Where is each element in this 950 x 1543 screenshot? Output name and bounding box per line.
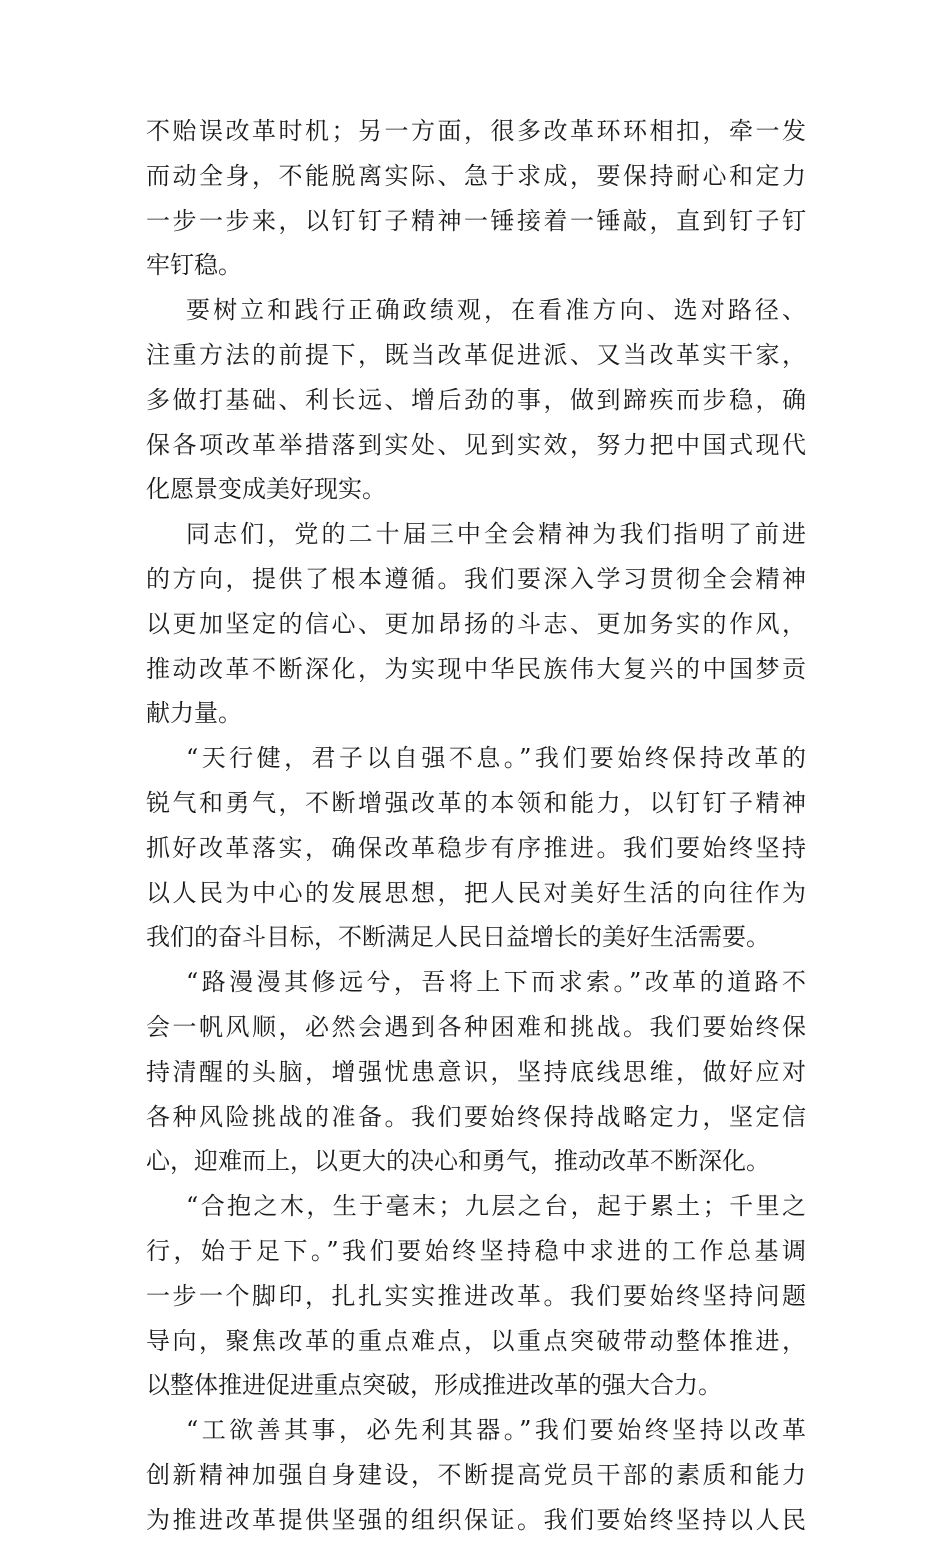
- paragraph-5: [146, 960, 806, 1184]
- text-line: “工欲善其事，必先利其器。”我们要始终坚持以改革: [186, 1416, 806, 1445]
- text-line: 化愿景变成美好现实。: [146, 475, 386, 504]
- text-line: 各种风险挑战的准备。我们要始终保持战略定力，坚定信: [146, 1102, 806, 1131]
- text-line: 创新精神加强自身建设，不断提高党员干部的素质和能力: [146, 1460, 806, 1489]
- text-line: 献力量。: [146, 699, 242, 728]
- text-line: “路漫漫其修远兮，吾将上下而求索。”改革的道路不: [186, 968, 806, 997]
- text-line: 我们的奋斗目标，不断满足人民日益增长的美好生活需要。: [146, 923, 770, 952]
- text-line: 以人民为中心的发展思想，把人民对美好生活的向往作为: [146, 878, 806, 907]
- text-line: 推动改革不断深化，为实现中华民族伟大复兴的中国梦贡: [146, 654, 806, 683]
- text-line: 保各项改革举措落到实处、见到实效，努力把中国式现代: [146, 430, 806, 459]
- text-line: 为推进改革提供坚强的组织保证。我们要始终坚持以人民: [146, 1505, 806, 1534]
- paragraph-3: [146, 512, 806, 736]
- text-line: 心，迎难而上，以更大的决心和勇气，推动改革不断深化。: [146, 1147, 770, 1176]
- text-line: “天行健，君子以自强不息。”我们要始终保持改革的: [186, 744, 806, 773]
- paragraph-2: [146, 288, 806, 512]
- text-line: 同志们，党的二十届三中全会精神为我们指明了前进: [186, 520, 806, 549]
- text-line: 不贻误改革时机；另一方面，很多改革环环相扣，牵一发: [146, 117, 806, 145]
- text-line: 多做打基础、利长远、增后劲的事，做到蹄疾而步稳，确: [146, 385, 806, 414]
- text-line: 导向，聚焦改革的重点难点，以重点突破带动整体推进，: [146, 1326, 806, 1355]
- text-line: 牢钉稳。: [146, 251, 242, 280]
- text-line: 一步一步来，以钉钉子精神一锤接着一锤敲，直到钉子钉: [146, 206, 806, 235]
- text-line: “合抱之木，生于毫末；九层之台，起于累土；千里之: [186, 1192, 806, 1221]
- paragraph-1: [146, 109, 806, 288]
- text-line: 而动全身，不能脱离实际、急于求成，要保持耐心和定力: [146, 161, 806, 190]
- text-line: 要树立和践行正确政绩观，在看准方向、选对路径、: [186, 296, 806, 325]
- text-line: 的方向，提供了根本遵循。我们要深入学习贯彻全会精神: [146, 564, 806, 593]
- paragraph-6: [146, 1184, 806, 1408]
- text-line: 注重方法的前提下，既当改革促进派、又当改革实干家，: [146, 340, 806, 369]
- text-line: 会一帆风顺，必然会遇到各种困难和挑战。我们要始终保: [146, 1012, 806, 1041]
- text-line: 一步一个脚印，扎扎实实推进改革。我们要始终坚持问题: [146, 1281, 806, 1310]
- text-line: 以更加坚定的信心、更加昂扬的斗志、更加务实的作风，: [146, 609, 806, 638]
- text-line: 锐气和勇气，不断增强改革的本领和能力，以钉钉子精神: [146, 788, 806, 817]
- text-line: 以整体推进促进重点突破，形成推进改革的强大合力。: [146, 1371, 722, 1400]
- document-page: [146, 109, 806, 1543]
- text-line: 抓好改革落实，确保改革稳步有序推进。我们要始终坚持: [146, 833, 806, 862]
- text-line: 持清醒的头脑，增强忧患意识，坚持底线思维，做好应对: [146, 1057, 806, 1086]
- text-line: 行，始于足下。”我们要始终坚持稳中求进的工作总基调: [146, 1236, 806, 1265]
- paragraph-7: [146, 1408, 806, 1542]
- paragraph-4: [146, 736, 806, 960]
